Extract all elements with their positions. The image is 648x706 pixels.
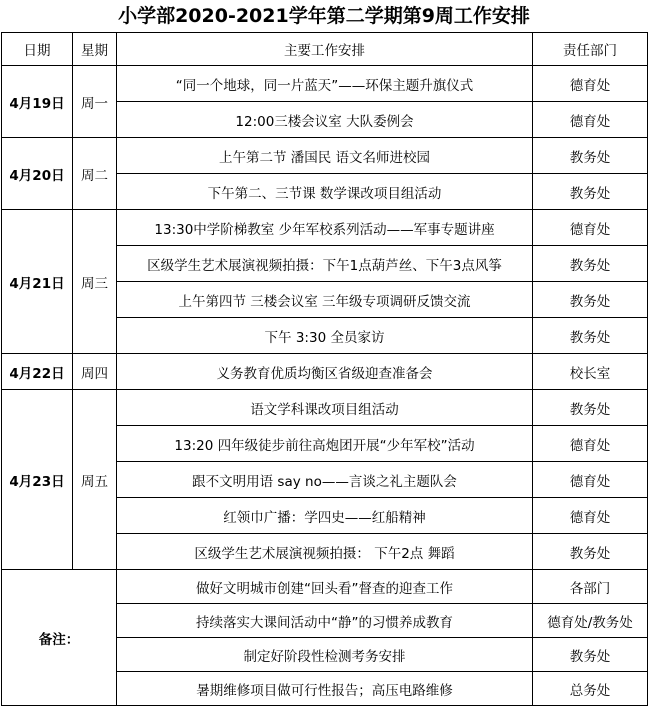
work-cell: 下午 3:30 全员家访: [117, 318, 533, 354]
dept-cell: 教务处: [533, 282, 648, 318]
note-work-cell: 持续落实大课间活动中“静”的习惯养成教育: [117, 604, 533, 638]
note-work-cell: 暑期维修项目做可行性报告；高压电路维修: [117, 672, 533, 706]
work-cell: 义务教育优质均衡区省级迎查准备会: [117, 354, 533, 390]
header-work: 主要工作安排: [117, 33, 533, 66]
table-row: [2, 66, 648, 102]
note-dept-cell: 总务处: [533, 672, 648, 706]
note-work-cell: 做好文明城市创建“回头看”督查的迎查工作: [117, 570, 533, 604]
note-dept-cell: 教务处: [533, 638, 648, 672]
dept-cell: 教务处: [533, 534, 648, 570]
header-weekday: 星期: [73, 33, 117, 66]
table-row: [2, 210, 648, 246]
work-cell: 区级学生艺术展演视频拍摄：下午1点葫芦丝、下午3点风筝: [117, 246, 533, 282]
work-cell: 12:00三楼会议室 大队委例会: [117, 102, 533, 138]
dept-cell: 教务处: [533, 318, 648, 354]
weekday-cell: 周五: [73, 390, 117, 570]
note-work-cell: 制定好阶段性检测考务安排: [117, 638, 533, 672]
weekday-cell: 周四: [73, 354, 117, 390]
table-row: [2, 570, 648, 604]
dept-cell: 教务处: [533, 138, 648, 174]
header-dept: 责任部门: [533, 33, 648, 66]
work-cell: 13:30中学阶梯教室 少年军校系列活动——军事专题讲座: [117, 210, 533, 246]
header-date: 日期: [2, 33, 73, 66]
table-row: [2, 390, 648, 426]
notes-label: 备注：: [2, 570, 117, 706]
work-cell: 上午第四节 三楼会议室 三年级专项调研反馈交流: [117, 282, 533, 318]
note-dept-cell: 德育处/教务处: [533, 604, 648, 638]
work-cell: 13:20 四年级徒步前往高炮团开展“少年军校”活动: [117, 426, 533, 462]
work-cell: 区级学生艺术展演视频拍摄： 下午2点 舞蹈: [117, 534, 533, 570]
work-cell: 下午第二、三节课 数学课改项目组活动: [117, 174, 533, 210]
weekday-cell: 周三: [73, 210, 117, 354]
date-cell: 4月22日: [2, 354, 73, 390]
date-cell: 4月20日: [2, 138, 73, 210]
work-cell: “同一个地球，同一片蓝天”——环保主题升旗仪式: [117, 66, 533, 102]
dept-cell: 德育处: [533, 102, 648, 138]
dept-cell: 教务处: [533, 174, 648, 210]
dept-cell: 德育处: [533, 498, 648, 534]
weekday-cell: 周二: [73, 138, 117, 210]
date-cell: 4月23日: [2, 390, 73, 570]
work-cell: 红领巾广播：学四史——红船精神: [117, 498, 533, 534]
dept-cell: 教务处: [533, 246, 648, 282]
dept-cell: 德育处: [533, 210, 648, 246]
dept-cell: 教务处: [533, 390, 648, 426]
dept-cell: 校长室: [533, 354, 648, 390]
table-row: [2, 354, 648, 390]
date-cell: 4月19日: [2, 66, 73, 138]
header-row: [2, 33, 648, 66]
work-cell: 上午第二节 潘国民 语文名师进校园: [117, 138, 533, 174]
dept-cell: 德育处: [533, 66, 648, 102]
weekday-cell: 周一: [73, 66, 117, 138]
table-row: [2, 138, 648, 174]
date-cell: 4月21日: [2, 210, 73, 354]
note-dept-cell: 各部门: [533, 570, 648, 604]
work-cell: 跟不文明用语 say no——言谈之礼主题队会: [117, 462, 533, 498]
work-cell: 语文学科课改项目组活动: [117, 390, 533, 426]
dept-cell: 德育处: [533, 426, 648, 462]
page-title: 小学部2020-2021学年第二学期第9周工作安排: [118, 5, 530, 27]
schedule-table: [1, 32, 648, 706]
dept-cell: 德育处: [533, 462, 648, 498]
